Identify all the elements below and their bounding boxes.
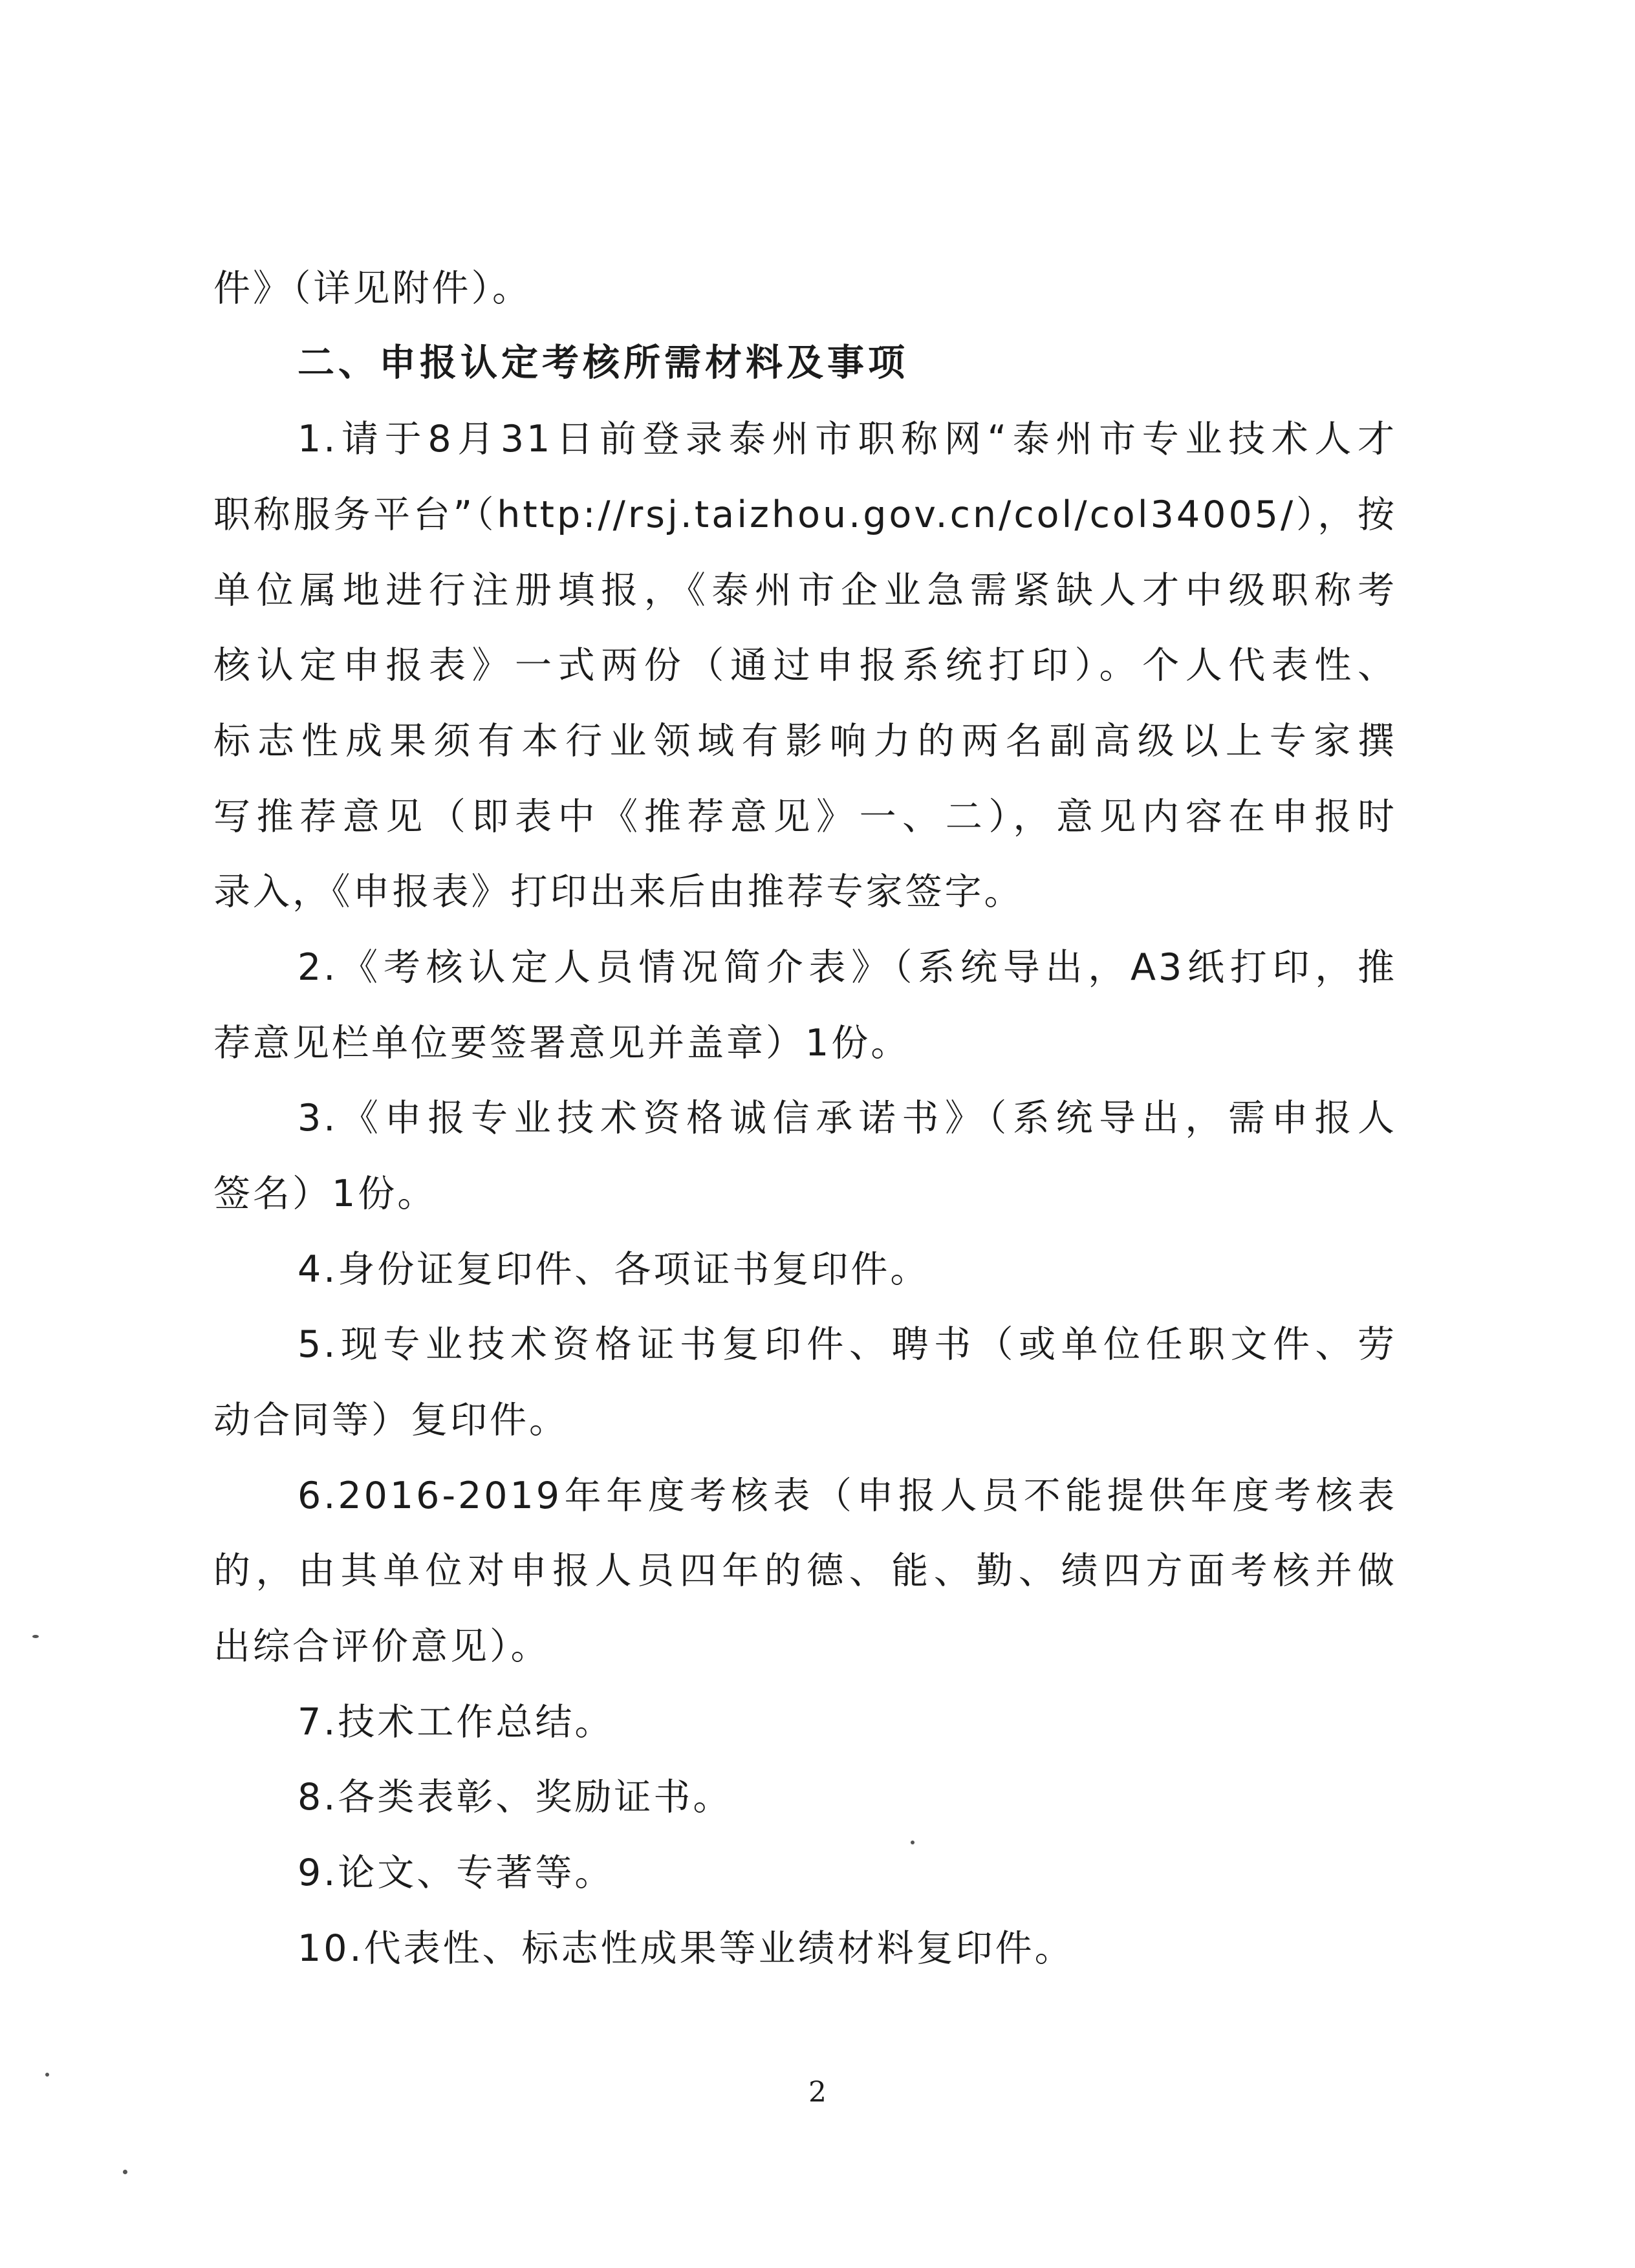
- text-line-11: 荐意见栏单位要签署意见并盖章）1份。: [213, 1022, 911, 1064]
- text-line-3: 1.请于8月31日前登录泰州市职称网“泰州市专业技术人才: [298, 418, 1397, 460]
- text-line-7: 标志性成果须有本行业领域有影响力的两名副高级以上专家撰: [213, 720, 1397, 762]
- text-line-12: 3.《申报专业技术资格诚信承诺书》（系统导出，需申报人: [298, 1097, 1397, 1139]
- text-line-10: 2.《考核认定人员情况简介表》（系统导出，A3纸打印，推: [298, 946, 1397, 989]
- text-line-9: 录入，《申报表》打印出来后由推荐专家签字。: [213, 870, 1024, 913]
- text-line-1: 件》（详见附件）。: [213, 267, 532, 310]
- page-number: 2: [808, 2076, 827, 2109]
- text-line-18: 的，由其单位对申报人员四年的德、能、勤、绩四方面考核并做: [213, 1550, 1397, 1592]
- section-heading: 二、申报认定考核所需材料及事项: [298, 341, 909, 384]
- text-line-22: 9.论文、专著等。: [298, 1852, 614, 1894]
- text-line-15: 5.现专业技术资格证书复印件、聘书（或单位任职文件、劳: [298, 1323, 1397, 1366]
- text-line-13: 签名）1份。: [213, 1172, 437, 1215]
- scan-speck: [911, 1841, 915, 1844]
- scan-speck: [32, 1635, 39, 1638]
- text-line-8: 写推荐意见（即表中《推荐意见》一、二），意见内容在申报时: [213, 795, 1397, 838]
- text-line-19: 出综合评价意见）。: [213, 1625, 550, 1668]
- text-line-16: 动合同等）复印件。: [213, 1399, 568, 1442]
- scan-speck: [45, 2073, 49, 2077]
- text-line-21: 8.各类表彰、奖励证书。: [298, 1776, 733, 1819]
- text-line-14: 4.身份证复印件、各项证书复印件。: [298, 1248, 930, 1291]
- text-line-4: 职称服务平台”（http://rsj.taizhou.gov.cn/col/col34005/），按: [213, 493, 1397, 536]
- text-line-6: 核认定申报表》一式两份（通过申报系统打印）。个人代表性、: [213, 644, 1397, 687]
- text-line-20: 7.技术工作总结。: [298, 1701, 614, 1744]
- text-line-23: 10.代表性、标志性成果等业绩材料复印件。: [298, 1927, 1074, 1970]
- text-line-5: 单位属地进行注册填报，《泰州市企业急需紧缺人才中级职称考: [213, 569, 1397, 612]
- scan-speck: [123, 2170, 127, 2174]
- text-line-17: 6.2016-2019年年度考核表（申报人员不能提供年度考核表: [298, 1474, 1397, 1517]
